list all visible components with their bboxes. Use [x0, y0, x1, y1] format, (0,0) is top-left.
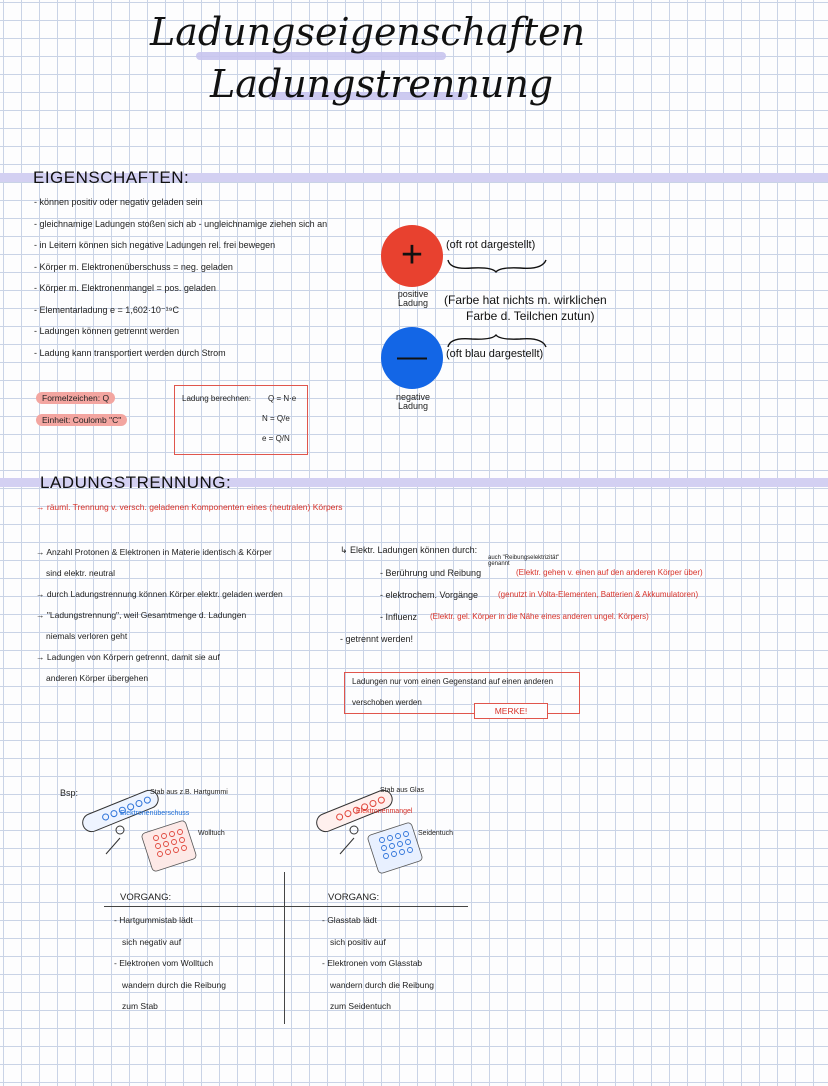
list-item: - Ladungen können getrennt werden [34, 326, 180, 336]
trennung-note-2: (genutzt in Volta-Elementen, Batterien & Akkumulatoren) [498, 590, 699, 599]
trennung-subtitle: → räuml. Trennung v. versch. geladenen Komponenten eines (neutralen) Körpers [36, 502, 343, 512]
vorgang-left-text: - Hartgummistab lädt sich negativ auf - Elektronen vom Wolltuch wandern durch die Reibung zum Stab [114, 915, 226, 1011]
list-item: - gleichnamige Ladungen stoßen sich ab - ungleichnamige ziehen sich an [34, 218, 328, 229]
trennung-note-1: (Elektr. gehen v. einen auf den anderen Körper über) [516, 568, 703, 577]
blue-note: (oft blau dargestellt) [446, 348, 544, 360]
red-note: (oft rot dargestellt) [446, 239, 536, 251]
heading-ladungstrennung: LADUNGSTRENNUNG: [40, 473, 232, 492]
list-item: - Körper m. Elektronenmangel = pos. geladen [34, 283, 216, 293]
trennung-item-2: - elektrochem. Vorgänge [380, 590, 479, 600]
formula-3: e = Q/N [262, 434, 290, 443]
elektronenueberschuss-label: Elektronenüberschuss [120, 810, 190, 817]
reibungselektrizitaet-note: auch "Reibungselektrizität" genannt [488, 555, 560, 567]
vorgang-right-heading: VORGANG: [328, 892, 380, 903]
formula-1: Q = N·e [268, 394, 297, 403]
merke-label: MERKE! [474, 703, 548, 719]
vorgang-right-text: - Glasstab lädt sich positiv auf - Elektronen vom Glasstab wandern durch die Reibung zum Seidentuch [322, 915, 434, 1011]
list-item: - können positiv oder negativ geladen sein [34, 197, 203, 207]
stab-glas-label: Stab aus Glas [380, 787, 424, 794]
wolltuch-label: Wolltuch [198, 830, 225, 837]
negative-charge-icon: — [381, 327, 443, 389]
trennung-left-text: → Anzahl Protonen & Elektronen in Materie identisch & Körper sind elektr. neutral → durch Ladungstrennung können Körper elektr. geladen werden → "Ladungstrennung", weil Gesamtmenge d. Ladungen niemals verloren geht → Ladungen von Körpern getrennt, damit sie auf anderen Körper übergehen [36, 547, 283, 683]
farbe-note-2: Farbe d. Teilchen zutun) [466, 309, 595, 323]
vorgang-rule [104, 906, 468, 907]
page-title: Ladungseigenschaften [150, 10, 586, 54]
list-item: - Körper m. Elektronenüberschuss = neg. geladen [34, 261, 233, 272]
einheit-badge: Einheit: Coulomb "C" [36, 414, 127, 426]
brace-bottom-icon [446, 333, 548, 349]
heading-eigenschaften: EIGENSCHAFTEN: [33, 168, 190, 187]
trennung-note-3: (Elektr. gel. Körper in die Nähe eines anderen ungel. Körpers) [430, 612, 649, 621]
vorgang-divider [284, 872, 285, 1024]
list-item: - Ladung kann transportiert werden durch Strom [34, 347, 226, 358]
merke-text-2: verschoben werden [352, 698, 422, 707]
eigenschaften-list [34, 192, 327, 364]
formula-2: N = Q/e [262, 414, 290, 423]
farbe-note-1: (Farbe hat nichts m. wirklichen [444, 293, 607, 307]
formula-box-label: Ladung berechnen: [182, 394, 251, 403]
list-item: - in Leitern können sich negative Ladungen rel. frei bewegen [34, 240, 276, 250]
trennung-right-intro: ↳ Elektr. Ladungen können durch: [340, 545, 478, 555]
brace-top-icon [446, 258, 548, 274]
positive-charge-icon: + [381, 225, 443, 287]
bsp-label: Bsp: [60, 788, 79, 798]
formelzeichen-badge: Formelzeichen: Q [36, 392, 115, 404]
negative-charge-label: negative Ladung [395, 392, 431, 411]
trennung-item-3: - Influenz [380, 612, 418, 622]
trennung-item-1: - Berührung und Reibung [380, 568, 482, 578]
seidentuch-label: Seidentuch [418, 830, 454, 837]
elektronenmangel-label: Elektronenmangel [356, 808, 413, 815]
list-item: - Elementarladung e = 1,602·10⁻¹⁹C [34, 304, 179, 315]
positive-charge-label: positive Ladung [397, 289, 429, 308]
page-subtitle: Ladungstrennung [210, 62, 554, 106]
vorgang-left-heading: VORGANG: [120, 892, 172, 903]
merke-text-1: Ladungen nur vom einen Gegenstand auf einen anderen [352, 677, 554, 686]
stab-hartgummi-label: Stab aus z.B. Hartgummi [150, 789, 228, 796]
getrennt-text: - getrennt werden! [340, 634, 414, 644]
